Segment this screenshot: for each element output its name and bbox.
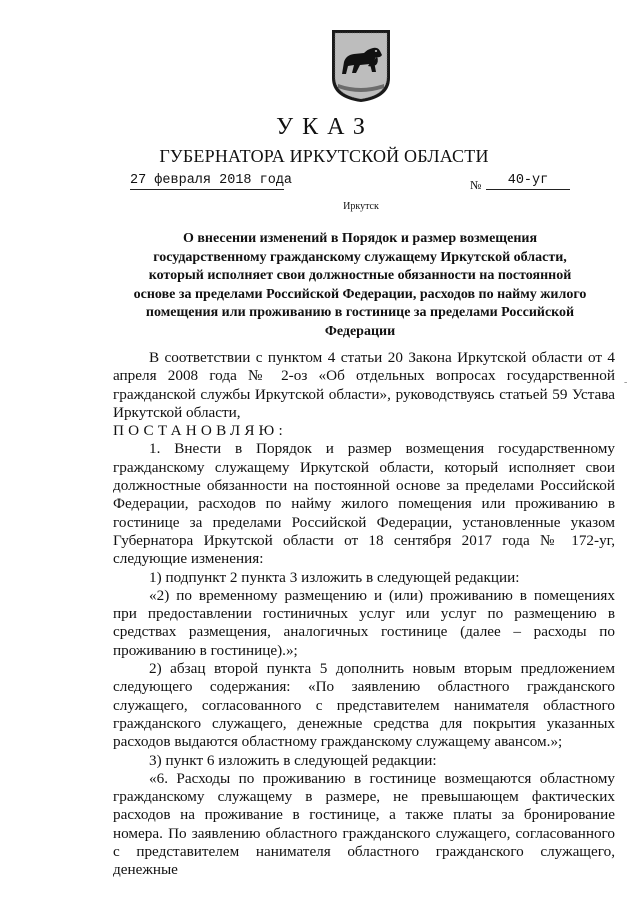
body-paragraph: «2) по временному размещению и (или) проживанию в помещениях при предоставлении гостиничных услуг или услуг по размещению в средствах размещения, аналогичных гостинице (далее – расходы по проживанию в гостинице).»;	[113, 586, 615, 659]
decree-number: 40-уг	[486, 173, 570, 190]
body-paragraph: 2) абзац второй пункта 5 дополнить новым вторым предложением следующего содержания: «По заявлению областного гражданского служащего, согласованного с представителем нанимателя областного гражданского служащего, денежные средства для покрытия указанных расходов выдаются областному гражданскому служащему авансом.»;	[113, 660, 615, 751]
body-paragraph: 1. Внести в Порядок и размер возмещения государственному гражданскому служащему Иркутской области, который исполняет свои должностные обязанности на постоянной основе за пределами Российской Федерации, расходов по найму жилого помещения или проживанию в гостинице за пределами Российской Федерации, установленные указом Губернатора Иркутской области от 18 сентября 2017 года № 172-уг, следующие изменения:	[113, 440, 615, 568]
margin-mark: -	[624, 377, 628, 388]
document-title: УКАЗ	[276, 114, 374, 140]
intro-paragraph: В соответствии с пунктом 4 статьи 20 Закона Иркутской области от 4 апреля 2008 года № 2-оз «Об отдельных вопросах государственной гражданской службы Иркутской области», руководствуясь статьей 59 Устава Иркутской области,	[113, 349, 615, 421]
decree-word: ПОСТАНОВЛЯЮ:	[113, 422, 287, 440]
body-paragraph: «6. Расходы по проживанию в гостинице возмещаются областному гражданскому служащему в размере, не превышающем фактических расходов на проживание в гостинице, а также платы за бронирование номера. По заявлению областного гражданского служащего, согласованного с представителем нанимателя областного гражданского служащего, денежные	[113, 769, 615, 879]
document-subtitle: ГУБЕРНАТОРА ИРКУТСКОЙ ОБЛАСТИ	[159, 146, 489, 166]
number-label: №	[470, 178, 482, 192]
body-paragraph: 1) подпункт 2 пункта 3 изложить в следующей редакции:	[149, 568, 520, 586]
city-name: Иркутск	[343, 201, 379, 212]
body-paragraph: 3) пункт 6 изложить в следующей редакции:	[149, 751, 437, 769]
decree-heading: О внесении изменений в Порядок и размер возмещения государственному гражданскому служащему Иркутской области, который исполняет свои должностные обязанности на постоянной основе за пределами Российской Федерации, расходов по найму жилого помещения или проживанию в гостинице за пределами Российской Федерации	[133, 231, 587, 339]
decree-date: 27 февраля 2018 года	[130, 173, 293, 188]
decree-body	[113, 349, 615, 880]
coat-of-arms-emblem	[330, 28, 392, 104]
